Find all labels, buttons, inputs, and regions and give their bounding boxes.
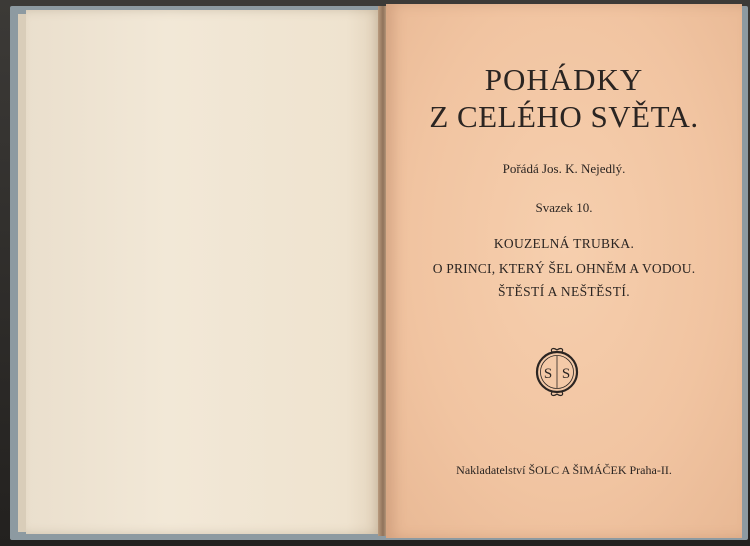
publisher-imprint: Nakladatelství ŠOLC A ŠIMÁČEK Praha-II.: [456, 463, 672, 477]
volume-number: Svazek 10.: [535, 200, 593, 215]
story-title-3: ŠTĚSTÍ A NEŠTĚSTÍ.: [497, 284, 631, 299]
left-blank-page: [26, 10, 382, 534]
title-line-2: Z CELÉHO SVĚTA.: [429, 99, 699, 134]
editor-credit: Pořádá Jos. K. Nejedlý.: [502, 161, 626, 176]
svg-text:S: S: [561, 366, 571, 382]
publisher-logo-icon: [532, 346, 582, 398]
story-title-1: KOUZELNÁ TRUBKA.: [493, 236, 635, 251]
story-title-2: O PRINCI, KTERÝ ŠEL OHNĚM A VODOU.: [432, 261, 696, 276]
title-page: [386, 4, 742, 538]
svg-text:S: S: [543, 366, 553, 382]
title-line-1: POHÁDKY: [484, 62, 644, 97]
